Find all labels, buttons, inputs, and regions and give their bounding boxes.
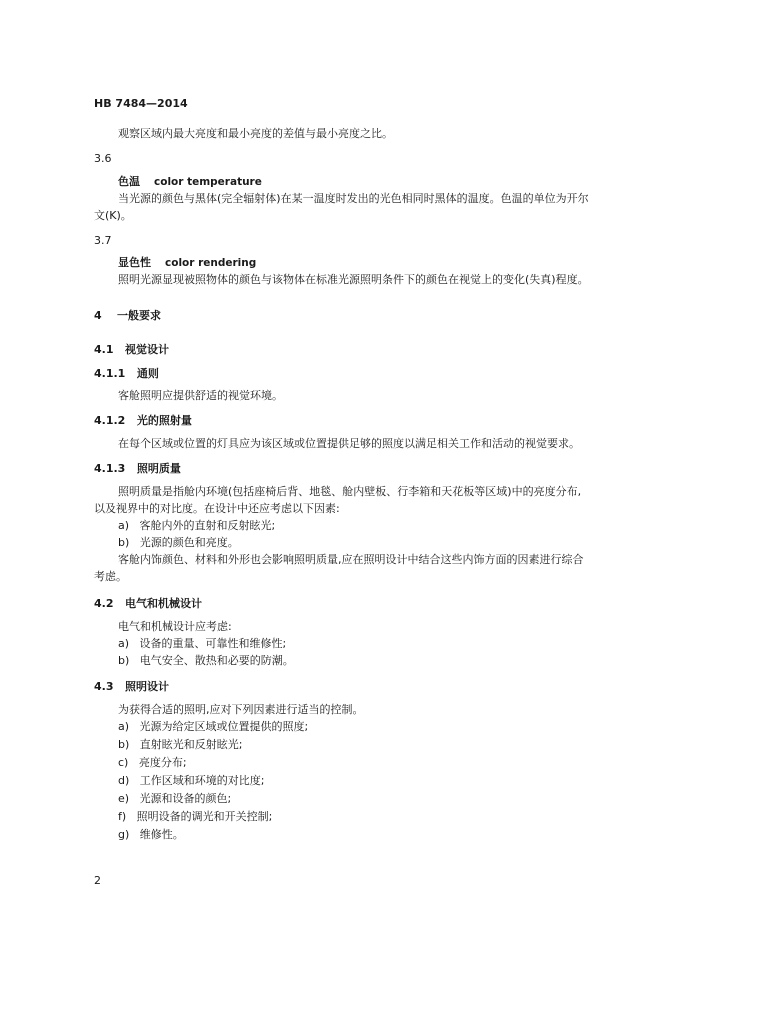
section-title: 一般要求 [116, 309, 161, 322]
term-definition: 当光源的颜色与黑体(完全辐射体)在某一温度时发出的光色相同时黑体的温度。色温的单位为开尔 [118, 192, 589, 205]
subsection-title: 光的照射量 [136, 414, 192, 427]
subsection-heading [94, 342, 169, 358]
list-item [118, 809, 272, 825]
subsection-title: 电气和机械设计 [125, 597, 202, 610]
term-english: color rendering [165, 257, 257, 269]
subsection-title: 照明设计 [125, 680, 169, 693]
list-marker: g) [118, 828, 130, 841]
list-text: 电气安全、散热和必要的防潮。 [139, 654, 294, 667]
paragraph: 观察区域内最大亮度和最小亮度的差值与最小亮度之比。 [118, 127, 393, 140]
list-item [118, 755, 187, 771]
list-marker: a) [118, 519, 130, 532]
paragraph: 客舱内饰颜色、材料和外形也会影响照明质量,应在照明设计中结合这些内饰方面的因素进行综合 [118, 553, 584, 566]
term-definition: 照明光源显现被照物体的颜色与该物体在标准光源照明条件下的颜色在视觉上的变化(失真)程度。 [118, 273, 589, 286]
subsection-number: 4.1.3 [94, 462, 126, 475]
list-marker: f) [118, 810, 127, 823]
list-marker: e) [118, 792, 130, 805]
list-text: 工作区域和环境的对比度; [139, 774, 265, 787]
list-item [118, 737, 243, 753]
document-id: HB 7484—2014 [94, 97, 188, 110]
list-item [118, 791, 231, 807]
paragraph: 照明质量是指舱内环境(包括座椅后背、地毯、舱内壁板、行李箱和天花板等区域)中的亮度分布, [118, 485, 582, 498]
list-text: 光源和设备的颜色; [139, 792, 232, 805]
section-number: 4 [94, 309, 102, 322]
clause-number: 3.7 [94, 234, 112, 247]
list-marker: b) [118, 536, 130, 549]
subsection-heading [94, 461, 181, 477]
list-item [118, 653, 294, 669]
page-number: 2 [94, 874, 101, 887]
paragraph: 电气和机械设计应考虑: [118, 620, 232, 633]
subsection-title: 视觉设计 [125, 343, 169, 356]
term-heading [118, 255, 256, 271]
list-marker: d) [118, 774, 130, 787]
paragraph: 在每个区域或位置的灯具应为该区域或位置提供足够的照度以满足相关工作和活动的视觉要求。 [118, 437, 580, 450]
clause-number: 3.6 [94, 152, 112, 165]
subsection-number: 4.1.2 [94, 414, 126, 427]
subsection-number: 4.1.1 [94, 367, 126, 380]
term-heading [118, 174, 262, 190]
paragraph: 客舱照明应提供舒适的视觉环境。 [118, 389, 283, 402]
list-text: 设备的重量、可靠性和维修性; [139, 637, 287, 650]
term-english: color temperature [154, 176, 262, 188]
list-marker: b) [118, 738, 130, 751]
list-item [118, 719, 308, 735]
list-text: 光源的颜色和亮度。 [139, 536, 239, 549]
subsection-heading [94, 413, 192, 429]
list-marker: b) [118, 654, 130, 667]
section-heading [94, 308, 161, 324]
subsection-number: 4.3 [94, 680, 114, 693]
subsection-heading [94, 679, 169, 695]
list-item [118, 518, 275, 534]
subsection-heading [94, 596, 202, 612]
list-item [118, 636, 286, 652]
list-text: 照明设备的调光和开关控制; [136, 810, 273, 823]
list-text: 光源为给定区域或位置提供的照度; [139, 720, 309, 733]
list-text: 亮度分布; [138, 756, 187, 769]
paragraph: 考虑。 [94, 570, 127, 583]
list-item [118, 827, 184, 843]
list-marker: a) [118, 720, 130, 733]
term-definition: 文(K)。 [94, 209, 132, 222]
list-marker: a) [118, 637, 130, 650]
paragraph: 以及视界中的对比度。在设计中还应考虑以下因素: [94, 502, 340, 515]
paragraph: 为获得合适的照明,应对下列因素进行适当的控制。 [118, 703, 364, 716]
list-marker: c) [118, 756, 129, 769]
list-text: 直射眩光和反射眩光; [139, 738, 243, 751]
term-chinese: 色温 [118, 175, 140, 188]
list-text: 维修性。 [139, 828, 184, 841]
list-item [118, 535, 239, 551]
subsection-title: 照明质量 [136, 462, 181, 475]
subsection-heading [94, 366, 159, 382]
subsection-title: 通则 [136, 367, 159, 380]
subsection-number: 4.2 [94, 597, 114, 610]
subsection-number: 4.1 [94, 343, 114, 356]
list-item [118, 773, 265, 789]
list-text: 客舱内外的直射和反射眩光; [139, 519, 276, 532]
term-chinese: 显色性 [118, 256, 151, 269]
